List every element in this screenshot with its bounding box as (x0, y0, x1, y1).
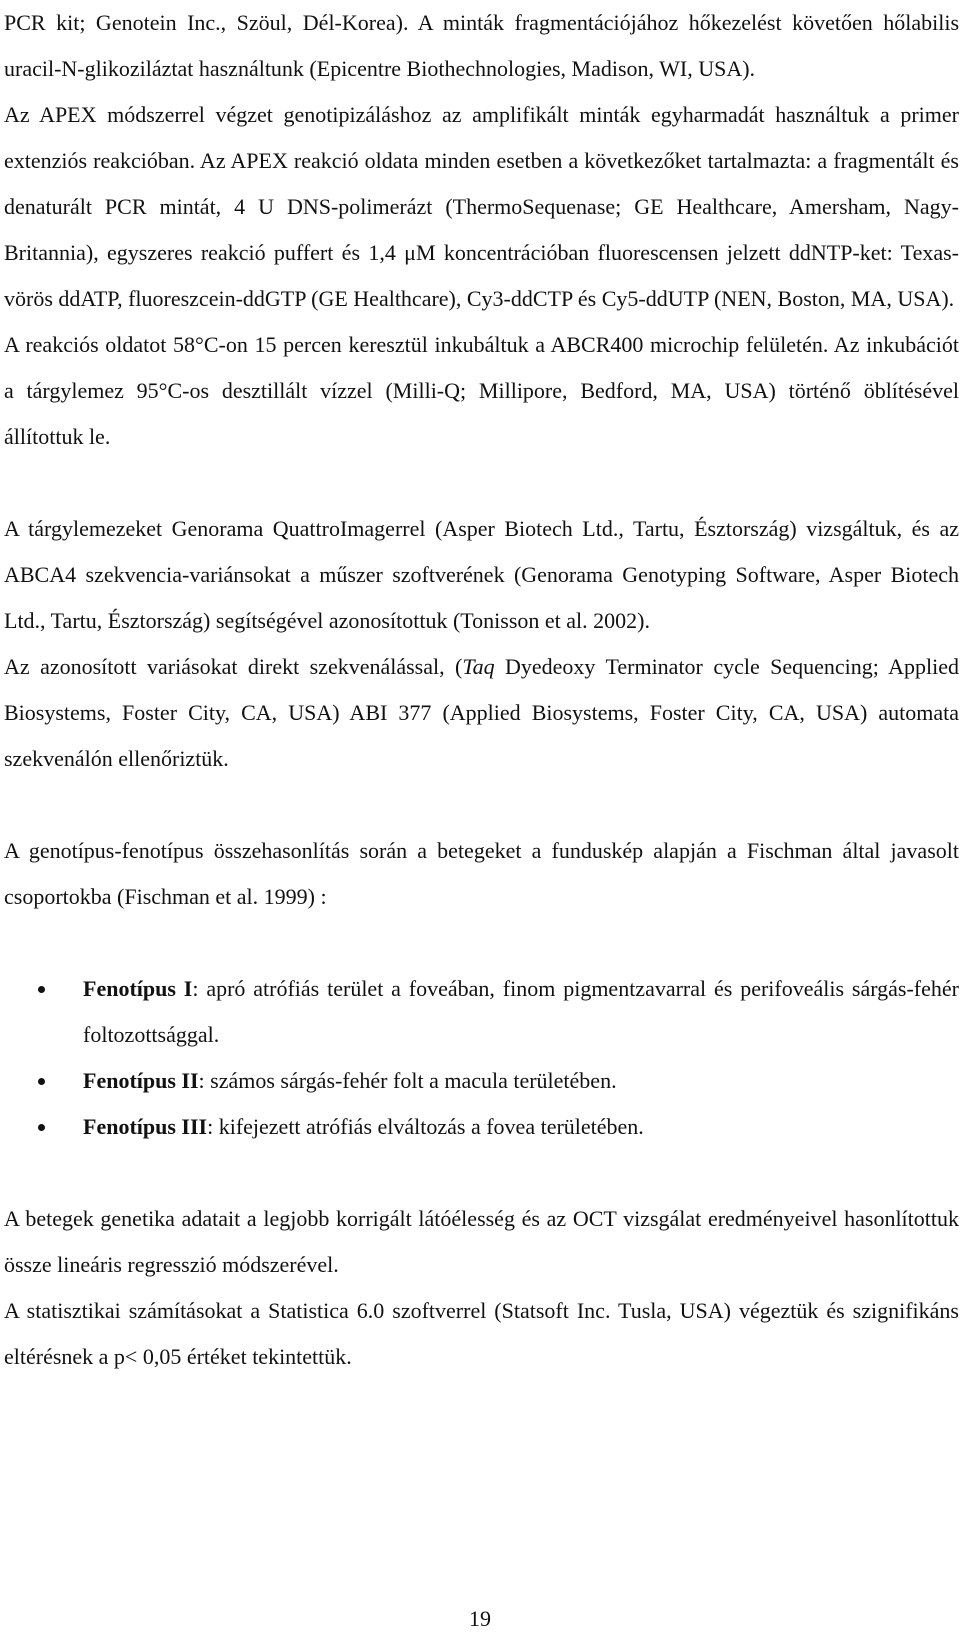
phenotype-term: Fenotípus I (83, 976, 193, 1001)
bullet-icon (38, 986, 45, 993)
phenotype-list (4, 966, 959, 1150)
bullet-icon (38, 1124, 45, 1131)
list-item (4, 966, 959, 1058)
phenotype-term: Fenotípus II (83, 1068, 199, 1093)
phenotype-description: : kifejezett atrófiás elváltozás a fovea területében. (207, 1114, 644, 1139)
spacer (4, 460, 959, 506)
spacer (4, 1150, 959, 1196)
document-page (4, 0, 959, 1380)
phenotype-description: : apró atrófiás terület a foveában, finom pigmentzavarral és perifoveális sárgás-fehér foltozottsággal. (83, 976, 959, 1047)
taq-italic: Taq (462, 654, 495, 679)
paragraph-5-end: Dyedeoxy Terminator cycle Sequencing; Applied Biosystems, Foster City, CA, USA) ABI 377 (Applied Biosystems, Foster City, CA, USA) automata szekvenálón ellenőriztük. (4, 654, 959, 771)
paragraph-5 (4, 644, 959, 782)
spacer (4, 782, 959, 828)
paragraph-8: A statisztikai számításokat a Statistica 6.0 szoftverrel (Statsoft Inc. Tusla, USA) végeztük és szignifikáns eltérésnek a p< 0,05 értéket tekintettük. (4, 1298, 959, 1369)
paragraph-1: PCR kit; Genotein Inc., Szöul, Dél-Korea). A minták fragmentációjához hőkezelést követően hőlabilis uracil-N-glikoziláztat használtunk (Epicentre Biothechnologies, Madison, WI, USA). (4, 10, 959, 81)
paragraph-2: Az APEX módszerrel végzet genotipizáláshoz az amplifikált minták egyharmadát használtuk a primer extenziós reakcióban. Az APEX reakció oldata minden esetben a következőket tartalmazta: a fragmentált és denaturált PCR mintát, 4 U DNS-polimerázt (ThermoSequenase; GE Healthcare, Amersham, Nagy-Britannia), egyszeres reakció puffert és 1,4 μM koncentrációban fluorescensen jelzett ddNTP-ket: Texas-vörös ddATP, fluoreszcein-ddGTP (GE Healthcare), Cy3-ddCTP és Cy5-ddUTP (NEN, Boston, MA, USA). (4, 102, 959, 311)
spacer (4, 920, 959, 966)
phenotype-description: : számos sárgás-fehér folt a macula területében. (198, 1068, 617, 1093)
paragraph-7: A betegek genetika adatait a legjobb korrigált látóélesség és az OCT vizsgálat eredményeivel hasonlítottuk össze lineáris regresszió módszerével. (4, 1206, 959, 1277)
list-item (4, 1058, 959, 1104)
page-number: 19 (469, 1606, 491, 1631)
bullet-icon (38, 1078, 45, 1085)
paragraph-5-start: Az azonosított variásokat direkt szekvenálással, ( (4, 654, 463, 679)
phenotype-term: Fenotípus III (83, 1114, 208, 1139)
list-item (4, 1104, 959, 1150)
paragraph-6: A genotípus-fenotípus összehasonlítás során a betegeket a funduskép alapján a Fischman által javasolt csoportokba (Fischman et al. 1999) : (4, 838, 959, 909)
paragraph-3: A reakciós oldatot 58°C-on 15 percen keresztül inkubáltuk a ABCR400 microchip felületén. Az inkubációt a tárgylemez 95°C-os desztillált vízzel (Milli-Q; Millipore, Bedford, MA, USA) történő öblítésével állítottuk le. (4, 332, 959, 449)
paragraph-4: A tárgylemezeket Genorama QuattroImagerrel (Asper Biotech Ltd., Tartu, Észtország) vizsgáltuk, és az ABCA4 szekvencia-variánsokat a műszer szoftverének (Genorama Genotyping Software, Asper Biotech Ltd., Tartu, Észtország) segítségével azonosítottuk (Tonisson et al. 2002). (4, 516, 959, 633)
